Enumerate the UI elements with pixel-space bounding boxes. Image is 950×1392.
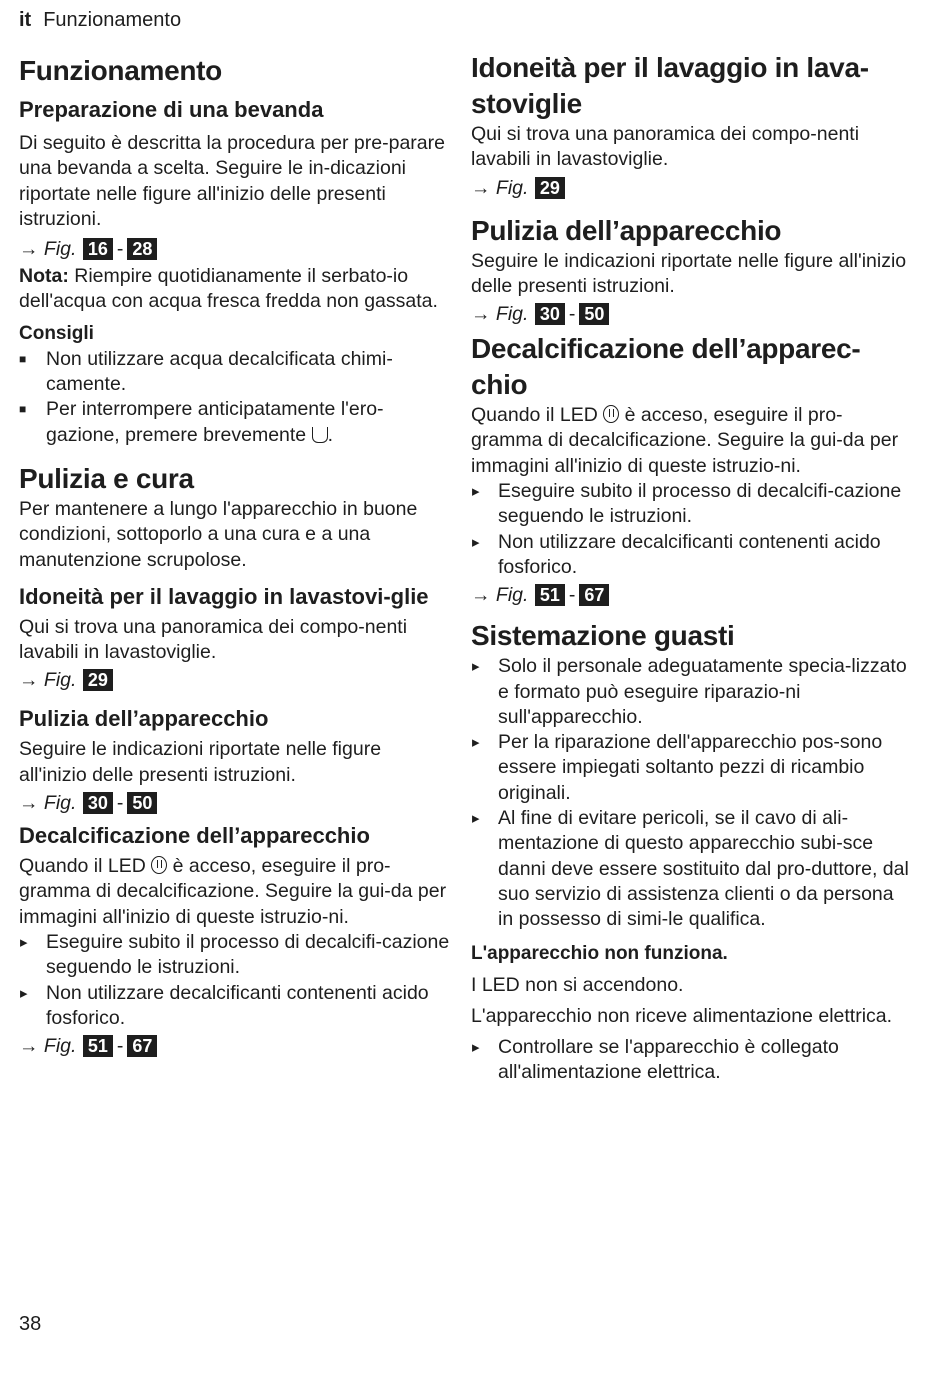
- paragraph-pulizia-apparecchio: Seguire le indicazioni riportate nelle figure all'inizio delle presenti istruzioni.: [471, 249, 907, 297]
- figure-number: 50: [127, 792, 157, 814]
- decalc-list: [19, 930, 451, 1031]
- figure-number: 51: [83, 1035, 113, 1057]
- cup-icon: [312, 427, 328, 443]
- heading-decalcificazione: Decalcificazione dell’apparecchio: [19, 823, 370, 849]
- figure-number: 50: [579, 303, 609, 325]
- note-label: Nota:: [19, 265, 69, 288]
- page-header: [19, 9, 181, 32]
- figure-number: 28: [127, 238, 157, 260]
- list-item: ▸ Eseguire subito il processo di decalcifi-cazione seguendo le istruzioni.: [19, 930, 451, 981]
- figure-number: 30: [535, 303, 565, 325]
- figure-reference: → Fig. 30 - 50: [19, 788, 451, 818]
- decalc-list: [471, 479, 909, 580]
- error-remedy-list: [471, 1035, 909, 1086]
- page-number: 38: [19, 1313, 42, 1335]
- left-column: [19, 50, 451, 1061]
- list-item: ■ Per interrompere anticipatamente l'ero-gazione, premere brevemente .: [19, 397, 451, 448]
- descale-led-icon: [151, 856, 167, 874]
- list-item: ▸ Solo il personale adeguatamente specia-lizzato e formato può eseguire riparazio-ni sull'apparecchio.: [471, 654, 909, 730]
- descale-led-icon: [603, 405, 619, 423]
- paragraph-idoneita: Qui si trova una panoramica dei compo-nenti lavabili in lavastoviglie.: [19, 615, 408, 664]
- heading-pulizia-apparecchio: Pulizia dell’apparecchio: [471, 214, 782, 246]
- figure-number: 16: [83, 238, 113, 260]
- paragraph-pulizia-apparecchio: Seguire le indicazioni riportate nelle figure all'inizio delle presenti istruzioni.: [19, 738, 382, 786]
- list-item: ▸ Al fine di evitare pericoli, se il cavo di ali-mentazione di questo apparecchio subi-sce danni deve essere sostituito dal pro-duttore, dal suo servizio di assistenza clienti o da persona in possesso di simi-le qualifica.: [471, 806, 909, 932]
- guasti-list: [471, 654, 909, 932]
- list-item: ▸ Non utilizzare decalcificanti contenenti acido fosforico.: [19, 981, 451, 1032]
- figure-number: 29: [535, 177, 565, 199]
- figure-reference: → Fig. 51 - 67: [471, 580, 909, 610]
- heading-pulizia-apparecchio: Pulizia dell’apparecchio: [19, 706, 269, 732]
- list-item: ▸ Eseguire subito il processo di decalcifi-cazione seguendo le istruzioni.: [471, 479, 909, 530]
- note-paragraph: Nota: Riempire quotidianamente il serbato-io dell'acqua con acqua fresca fredda non gassata.: [19, 265, 438, 313]
- heading-decalcificazione: Decalcificazione dell’apparec-chio: [471, 333, 861, 401]
- heading-idoneita: Idoneità per il lavaggio in lavastovi-glie: [19, 583, 429, 609]
- figure-number: 29: [83, 669, 113, 691]
- list-item: ▸ Non utilizzare decalcificanti contenenti acido fosforico.: [471, 530, 909, 581]
- list-item: ▸ Per la riparazione dell'apparecchio pos-sono essere impiegati soltanto pezzi di ricambio originali.: [471, 730, 909, 806]
- consigli-list: [19, 347, 451, 448]
- figure-reference: → Fig. 30 - 50: [471, 299, 909, 329]
- paragraph-preparazione: Di seguito è descritta la procedura per pre-parare una bevanda a scelta. Seguire le in-dicazioni riportate nelle figure all'inizio delle presenti istruzioni.: [19, 132, 445, 230]
- heading-sistemazione-guasti: Sistemazione guasti: [471, 620, 735, 652]
- figure-reference: → Fig. 16 - 28: [19, 234, 451, 264]
- paragraph-decalcificazione: Quando il LED è acceso, eseguire il pro-gramma di decalcificazione. Seguire la gui-da per immagini all'inizio di queste istruzio-ni.: [19, 855, 447, 928]
- paragraph-decalcificazione: Quando il LED è acceso, eseguire il pro-gramma di decalcificazione. Seguire la gui-da per immagini all'inizio di queste istruzio-ni.: [471, 404, 899, 477]
- header-section: Funzionamento: [43, 9, 182, 31]
- figure-reference: → Fig. 29: [471, 173, 909, 203]
- list-item: ▸ Controllare se l'apparecchio è collegato all'alimentazione elettrica.: [471, 1035, 909, 1086]
- error-cause: L'apparecchio non riceve alimentazione elettrica.: [471, 1004, 893, 1027]
- figure-reference: → Fig. 51 - 67: [19, 1031, 451, 1061]
- consigli-heading: Consigli: [19, 322, 94, 344]
- error-title: L'apparecchio non funziona.: [471, 942, 728, 964]
- figure-number: 67: [579, 584, 609, 606]
- heading-funzionamento: Funzionamento: [19, 55, 222, 86]
- heading-preparazione: Preparazione di una bevanda: [19, 97, 324, 122]
- paragraph-idoneita: Qui si trova una panoramica dei compo-nenti lavabili in lavastoviglie.: [471, 123, 860, 171]
- error-symptom: I LED non si accendono.: [471, 973, 684, 996]
- figure-reference: → Fig. 29: [19, 665, 451, 695]
- list-item: ■ Non utilizzare acqua decalcificata chimi-camente.: [19, 347, 451, 398]
- language-code: it: [19, 9, 32, 31]
- heading-pulizia-cura: Pulizia e cura: [19, 462, 194, 494]
- figure-number: 51: [535, 584, 565, 606]
- paragraph-pulizia-cura: Per mantenere a lungo l'apparecchio in buone condizioni, sottoporlo a una cura e a una manutenzione scrupolose.: [19, 497, 418, 571]
- right-column: [471, 50, 909, 1086]
- figure-number: 67: [127, 1035, 157, 1057]
- figure-number: 30: [83, 792, 113, 814]
- heading-idoneita: Idoneità per il lavaggio in lava-stoviglie: [471, 52, 869, 119]
